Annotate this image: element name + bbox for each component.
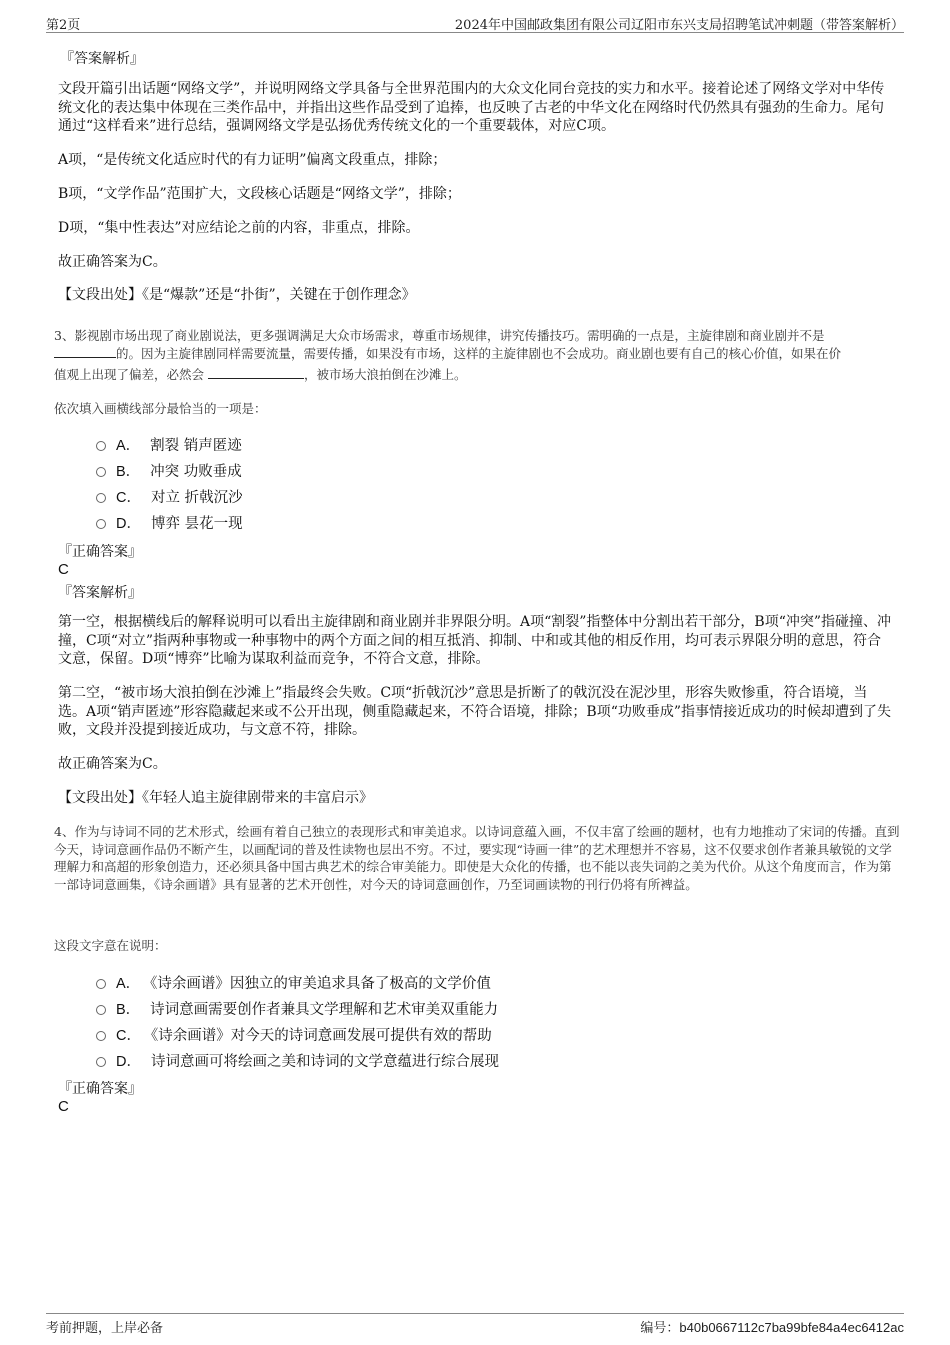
radio-button[interactable]	[96, 1005, 106, 1015]
answer-blank	[54, 345, 116, 358]
analysis-label: 『答案解析』	[58, 585, 142, 601]
option-b[interactable]: B． 冲突 功败垂成	[96, 460, 242, 480]
correct-answer: C	[58, 561, 69, 578]
analysis-paragraph: 文段开篇引出话题“网络文学”，并说明网络文学具备与全世界范围内的大众文化同台竞技的实力和水平。接着论述了网络文学对中华传统文化的表达集中体现在三类作品中，并指出这些作品受到了追捧，也反映了古老的中华文化在网络时代仍然具有强劲的生命力。尾句通过“这样看来”进行总结，强调网络文学是弘扬优秀传统文化的一个重要载体，对应C项。	[58, 81, 885, 134]
analysis-option-b: B项，“文学作品”范围扩大，文段核心话题是“网络文学”，排除；	[58, 186, 461, 202]
correct-answer-label: 『正确答案』	[58, 1081, 142, 1097]
analysis-option-a: A项，“是传统文化适应时代的有力证明”偏离文段重点，排除；	[58, 152, 447, 168]
option-d[interactable]: D． 诗词意画可将绘画之美和诗词的文学意蕴进行综合展现	[96, 1050, 499, 1070]
question-4-prompt: 这段文字意在说明：	[54, 938, 167, 953]
conclusion: 故正确答案为C。	[58, 756, 167, 772]
radio-button[interactable]	[96, 1031, 106, 1041]
source-citation: 【文段出处】《是“爆款”还是“扑街”，关键在于创作理念》	[58, 287, 416, 303]
option-c[interactable]: C． 《诗余画谱》对今天的诗词意画发展可提供有效的帮助	[96, 1024, 492, 1044]
radio-button[interactable]	[96, 519, 106, 529]
question-3-stem-line-2: 的。因为主旋律剧同样需要流量，需要传播，如果没有市场，这样的主旋律剧也不会成功。商业剧也要有自己的核心价值，如果在价	[54, 345, 900, 363]
answer-blank	[208, 366, 304, 379]
source-citation: 【文段出处】《年轻人追主旋律剧带来的丰富启示》	[58, 790, 373, 806]
question-3-stem-line-3: 值观上出现了偏差，必然会 ，被市场大浪拍倒在沙滩上。	[54, 367, 467, 382]
radio-button[interactable]	[96, 467, 106, 477]
option-c[interactable]: C． 对立 折戟沉沙	[96, 486, 243, 506]
analysis-paragraph-1: 第一空，根据横线后的解释说明可以看出主旋律剧和商业剧并非界限分明。A项“割裂”指整体中分割出若干部分，B项“冲突”指碰撞、冲撞，C项“对立”指两种事物或一种事物中的两个方面之间的相互抵消、抑制、中和或其他的相反作用，均可表示界限分明的意思，符合文意，保留。D项“博弈”比喻为谋取利益而竞争，不符合文意，排除。	[58, 614, 892, 667]
question-3-prompt: 依次填入画横线部分最恰当的一项是：	[54, 401, 267, 416]
option-d[interactable]: D． 博弈 昙花一现	[96, 512, 243, 532]
option-a[interactable]: A． 《诗余画谱》因独立的审美追求具备了极高的文学价值	[96, 972, 491, 992]
radio-button[interactable]	[96, 1057, 106, 1067]
page-footer	[46, 1313, 904, 1334]
footer-slogan: 考前押题，上岸必备	[46, 1321, 164, 1336]
question-3-stem-line-1: 3、影视剧市场出现了商业剧说法，更多强调满足大众市场需求，尊重市场规律，讲究传播技巧。需明确的一点是，主旋律剧和商业剧并不是	[54, 328, 825, 343]
page-header	[46, 14, 904, 33]
correct-answer-label: 『正确答案』	[58, 544, 142, 560]
option-a[interactable]: A． 割裂 销声匿迹	[96, 434, 242, 454]
correct-answer: C	[58, 1098, 69, 1115]
analysis-option-d: D项，“集中性表达”对应结论之前的内容，非重点，排除。	[58, 220, 420, 236]
analysis-label: 『答案解析』	[60, 51, 144, 67]
question-4-stem: 4、作为与诗词不同的艺术形式，绘画有着自己独立的表现形式和审美追求。以诗词意蕴入画，不仅丰富了绘画的题材，也有力地推动了宋词的传播。直到今天，诗词意画作品仍不断产生，以画配词的普及性读物也层出不穷。不过，要实现“诗画一律”的艺术理想并不容易，这不仅要求创作者兼具敏锐的文学理解力和高超的形象创造力，还必须具备中国古典艺术的综合审美能力。即使是大众化的传播，也不能以丧失词韵之美为代价。从这个角度而言，作为第一部诗词意画集，《诗余画谱》具有显著的艺术开创性，对今天的诗词意画创作，乃至词画读物的刊行仍将有所裨益。	[54, 824, 900, 892]
option-b[interactable]: B． 诗词意画需要创作者兼具文学理解和艺术审美双重能力	[96, 998, 498, 1018]
document-title: 2024年中国邮政集团有限公司辽阳市东兴支局招聘笔试冲刺题（带答案解析）	[454, 18, 904, 33]
radio-button[interactable]	[96, 493, 106, 503]
page-number: 第2页	[46, 18, 81, 33]
document-code: 编号：b40b0667112c7ba99bfe84a4ec6412ac	[640, 1320, 904, 1336]
radio-button[interactable]	[96, 441, 106, 451]
conclusion: 故正确答案为C。	[58, 254, 167, 270]
analysis-paragraph-2: 第二空，“被市场大浪拍倒在沙滩上”指最终会失败。C项“折戟沉沙”意思是折断了的戟沉没在泥沙里，形容失败惨重，符合语境，当选。A项“销声匿迹”形容隐藏起来或不公开出现，侧重隐藏起来，不符合语境，排除；B项“功败垂成”指事情接近成功的时候却遭到了失败，文段并没提到接近成功，与文意不符，排除。	[58, 685, 892, 738]
radio-button[interactable]	[96, 979, 106, 989]
